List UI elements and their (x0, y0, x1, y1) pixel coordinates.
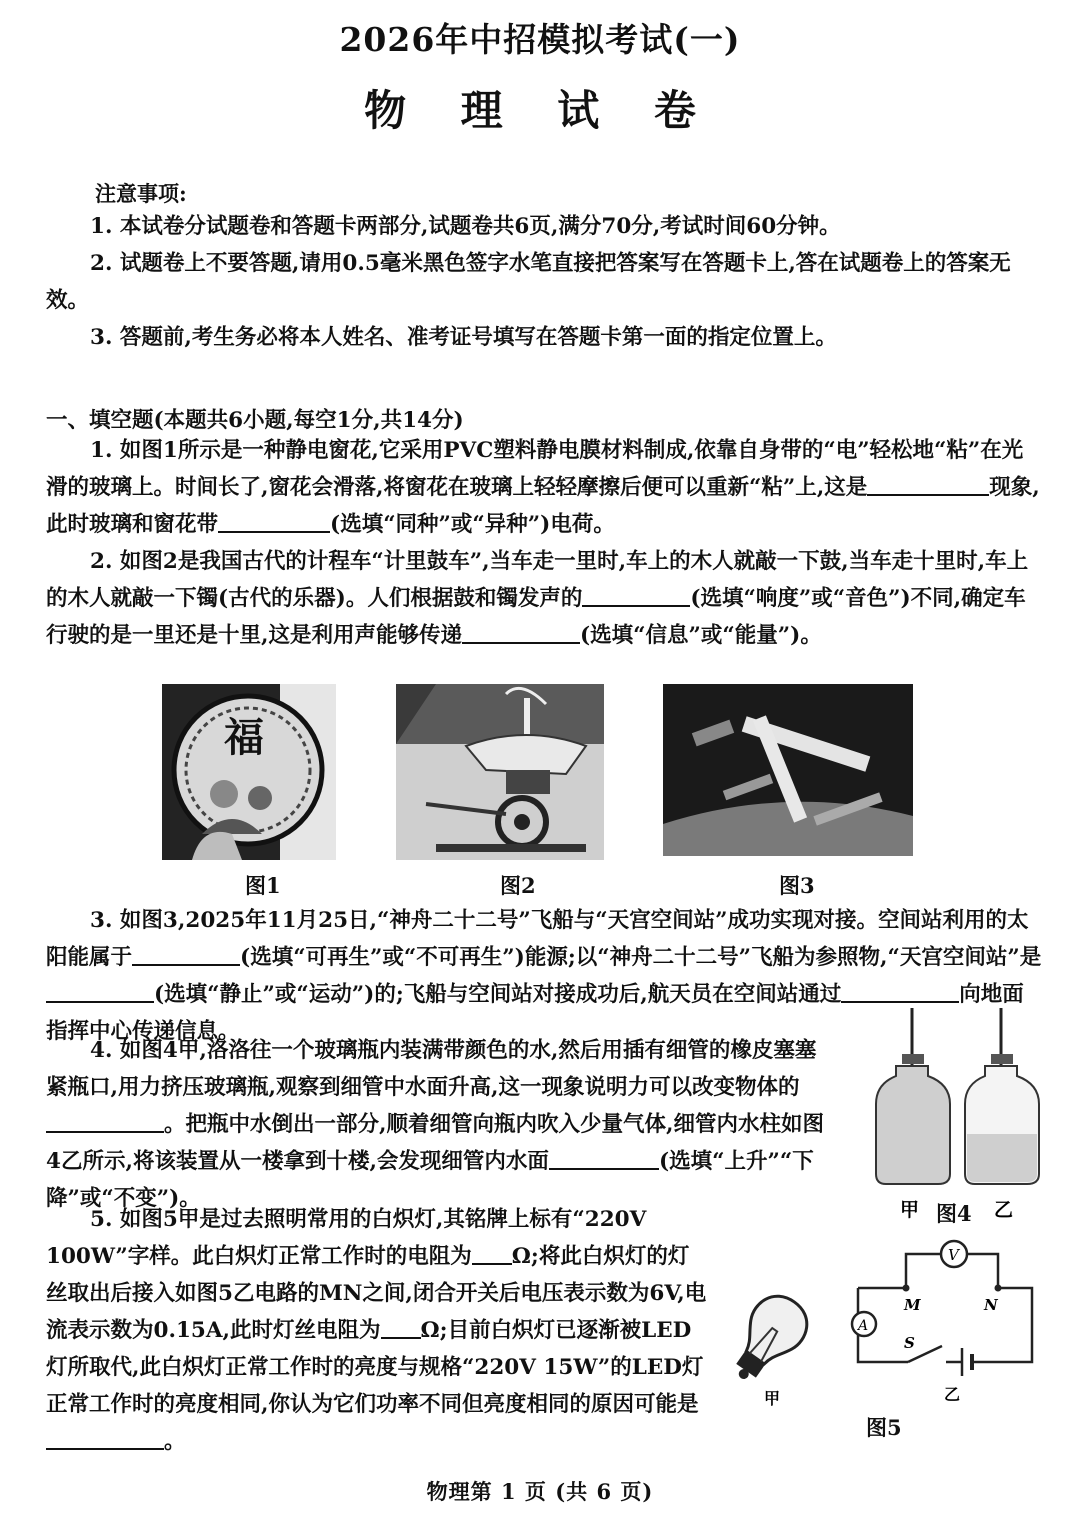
q3-blank-2 (46, 981, 154, 1003)
page-footer: 物理第 1 页 (共 6 页) (426, 1479, 654, 1504)
q1-text-b: 现象,此时玻璃和窗花带 (46, 475, 1040, 537)
fig4-label-a: 甲 (900, 1199, 920, 1221)
drum-cart-image (396, 684, 604, 860)
figure-5-caption: 图5 (866, 1415, 902, 1440)
q2-text-a: 2. 如图2是我国古代的计程车“计里鼓车”,当车走一里时,车上的木人就敲一下鼓,当车走十里时,车上的木人就敲一下镯(古代的乐器)。人们根据鼓和镯发声的 (46, 549, 1029, 611)
q3-text-a: 3. 如图3,2025年11月25日,“神舟二十二号”飞船与“天宫空间站”成功实现对接。空间站利用的太阳能属于 (46, 908, 1029, 970)
q5-text-a: 5. 如图5甲是过去照明常用的白炽灯,其铭牌上标有“220V 100W”字样。此白炽灯正常工作时的电阻为 (46, 1207, 647, 1269)
node-n-label: N (984, 1296, 998, 1314)
q4-blank-2 (549, 1148, 659, 1170)
node-m-label: M (904, 1296, 921, 1314)
q2-text-b: (选填“响度”或“音色”)不同,确定车行驶的是一里还是十里,这是利用声能够传递 (46, 586, 1026, 648)
q4-blank-1 (46, 1111, 164, 1133)
q2-blank-1 (582, 585, 690, 607)
q3-text-d: 向地面指挥中心传递信息。 (46, 982, 1024, 1044)
q4-text-b: 。把瓶中水倒出一部分,顺着细管向瓶内吹入少量气体,细管内水柱如图4乙所示,将该装置从一楼拿到十楼,会发现细管内水面 (46, 1112, 824, 1174)
figure-5-bulb (728, 1288, 810, 1408)
q5-blank-3 (46, 1428, 164, 1450)
q3-text-c: (选填“静止”或“运动”)的;飞船与空间站对接成功后,航天员在空间站通过 (154, 982, 842, 1007)
question-5 (46, 1201, 710, 1460)
q2-blank-2 (462, 622, 580, 644)
fig4-label-b: 乙 (994, 1199, 1014, 1221)
figure-2-photo (396, 684, 604, 860)
figure-3-caption: 图3 (779, 873, 815, 898)
figure-1-caption: 图1 (245, 873, 281, 898)
fu-glyph: 福 (224, 714, 264, 761)
q4-text-c: (选填“上升”“下降”或“不变”)。 (46, 1149, 814, 1211)
voltmeter-label: V (948, 1246, 959, 1264)
fig5-label-a: 甲 (764, 1389, 781, 1408)
figure-5-circuit (846, 1236, 1046, 1404)
notice-list (46, 208, 1042, 356)
question-4 (46, 1032, 832, 1217)
q3-blank-3 (841, 981, 959, 1003)
space-station-image (663, 684, 913, 856)
question-2 (46, 543, 1042, 654)
q1-text-a: 1. 如图1所示是一种静电窗花,它采用PVC塑料静电膜材料制成,依靠自身带的“电”轻松地“粘”在光滑的玻璃上。时间长了,窗花会滑落,将窗花在玻璃上轻轻摩擦后便可以重新“粘”上,这是 (46, 438, 1024, 500)
exam-title: 2026年中招模拟考试(一) (339, 20, 741, 59)
notice-heading: 注意事项: (95, 181, 187, 206)
q1-blank-2 (218, 511, 330, 533)
q4-text-a: 4. 如图4甲,洛洛往一个玻璃瓶内装满带颜色的水,然后用插有细管的橡皮塞塞紧瓶口,用力挤压玻璃瓶,观察到细管中水面升高,这一现象说明力可以改变物体的 (46, 1038, 817, 1100)
q5-text-c: Ω;目前白炽灯已逐渐被LED灯所取代,此白炽灯正常工作时的亮度与规格“220V 15W”的LED灯正常工作时的亮度相同,你认为它们功率不同但亮度相同的原因可能是 (46, 1318, 704, 1417)
notice-item-2: 2. 试题卷上不要答题,请用0.5毫米黑色签字水笔直接把答案写在答题卡上,答在试题卷上的答案无效。 (46, 251, 1011, 313)
q2-text-c: (选填“信息”或“能量”)。 (580, 623, 822, 648)
q3-blank-1 (132, 944, 240, 966)
notice-item-1: 1. 本试卷分试题卷和答题卡两部分,试题卷共6页,满分70分,考试时间60分钟。 (90, 214, 841, 239)
question-1 (46, 432, 1042, 543)
q3-text-b: (选填“可再生”或“不可再生”)能源;以“神舟二十二号”飞船为参照物,“天宫空间站”是 (240, 945, 1042, 970)
figure-1-photo (162, 684, 336, 860)
q5-text-b: Ω;将此白炽灯的灯丝取出后接入如图5乙电路的MN之间,闭合开关后电压表示数为6V,电流表示数为0.15A,此时灯丝电阻为 (46, 1244, 707, 1343)
ammeter-label: A (858, 1318, 869, 1334)
figure-2-caption: 图2 (500, 873, 536, 898)
figure-4-caption: 图4 (936, 1201, 972, 1226)
figure-3-photo (663, 684, 913, 856)
q5-blank-1 (472, 1243, 512, 1265)
q5-text-d: 。 (164, 1429, 186, 1454)
figure-4-diagram (866, 1006, 1056, 1226)
switch-label: S (904, 1334, 915, 1352)
fig5-label-b: 乙 (944, 1385, 961, 1404)
notice-item-3: 3. 答题前,考生务必将本人姓名、准考证号填写在答题卡第一面的指定位置上。 (90, 325, 837, 350)
q1-text-c: (选填“同种”或“异种”)电荷。 (330, 512, 615, 537)
q1-blank-1 (867, 474, 989, 496)
q5-blank-2 (381, 1317, 421, 1339)
subject-title: 物 理 试 卷 (364, 86, 716, 135)
section-heading: 一、填空题(本题共6小题,每空1分,共14分) (46, 408, 464, 433)
